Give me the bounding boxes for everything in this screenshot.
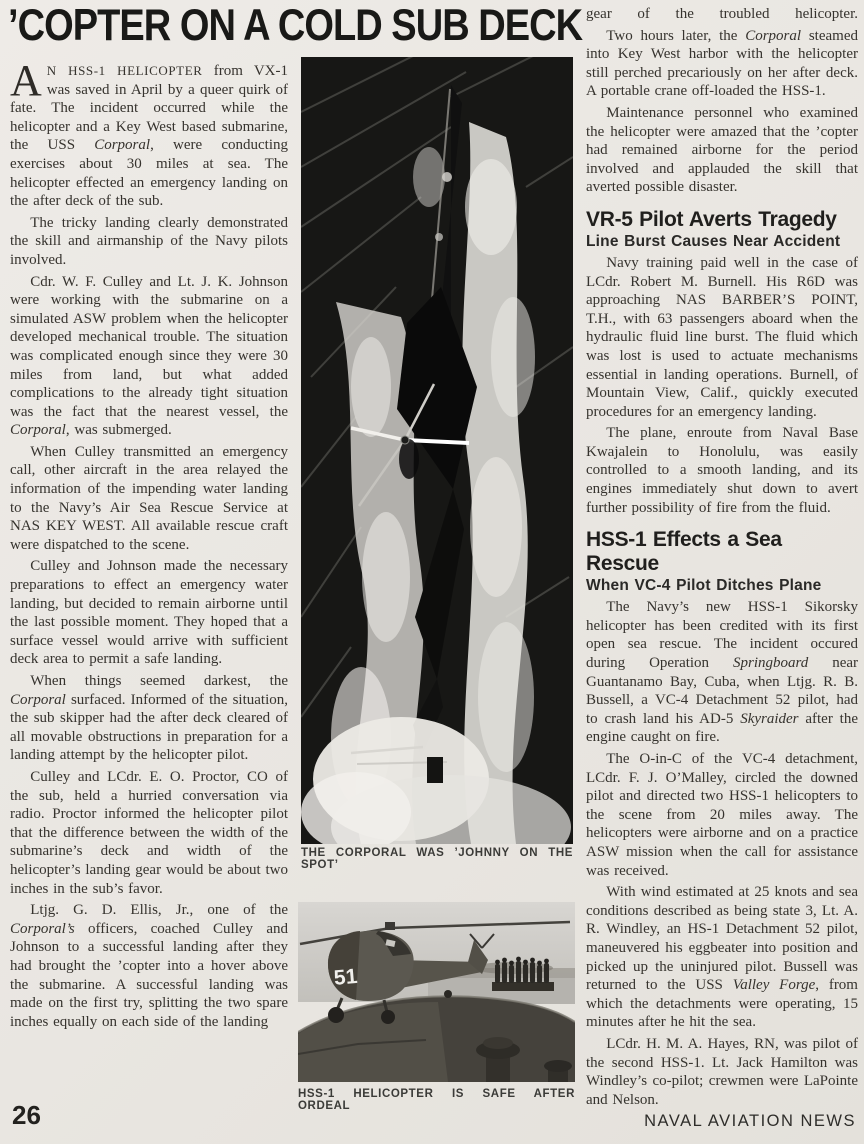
paragraph: LCdr. H. M. A. Hayes, RN, was pilot of the second HSS-1. Lt. Jack Hamilton was Windley’s co-pilot; crewmen were LaPointe and Nelson. bbox=[586, 1035, 858, 1108]
lead-text: from VX-1 was saved in April by a queer quirk of fate. The incident occurred while the helicopter and a Key West based submarine, the USS Corporal, were conducting exercises about 30 miles at sea. The helicopter effected an emergency landing on the after deck of the sub. bbox=[10, 63, 289, 210]
submarine-aerial-illustration bbox=[301, 57, 573, 844]
paragraph-continuation: gear of the troubled helicopter. bbox=[586, 6, 858, 22]
paragraph: Two hours later, the Corporal steamed into Key West harbor with the helicopter still perched precariously on her after deck. A portable crane off-loaded the HSS-1. bbox=[586, 27, 858, 100]
photo-submarine-aerial bbox=[301, 57, 573, 844]
lead-small-caps: N HSS-1 HELICOPTER bbox=[46, 63, 203, 78]
paragraph: The plane, enroute from Naval Base Kwajalein to Honolulu, was easily controlled to a smooth landing, and its engines immediately shut down to avert further possibility of fire from the fluid. bbox=[586, 425, 858, 516]
photo-helicopter-on-deck bbox=[298, 902, 575, 1082]
paragraph: The O-in-C of the VC-4 detachment, LCdr. F. J. O’Malley, circled the downed pilot and directed two HSS-1 helicopters to the scene from 20 miles away. The helicopters were airborne and on a practice ASW mission when the call for assistance was received. bbox=[586, 751, 858, 879]
paragraph: When Culley transmitted an emergency call, other aircraft in the area relayed the information of the impending water landing to the Navy’s Air Sea Rescue Service at NAS KEY WEST. All available rescue craft were dispatched to the scene. bbox=[10, 443, 288, 553]
helicopter-deck-illustration bbox=[298, 902, 575, 1082]
paragraph: The tricky landing clearly demonstrated the skill and airmanship of the Navy pilots involved. bbox=[10, 214, 288, 268]
section-subheading-vr5: Line Burst Causes Near Accident bbox=[586, 232, 841, 250]
paragraph: The Navy’s new HSS-1 Sikorsky helicopter has been credited with its first open sea rescue. The incident occured during Operation Springboard near Guantanamo Bay, Cuba, when Ltjg. R. B. Bussell, a VC-4 Detachment 52 pilot, had to crash land his AD-5 Skyraider after the engine caught on fire. bbox=[586, 599, 859, 746]
paragraph: Culley and LCdr. E. O. Proctor, CO of the sub, held a hurried conversation via radio. Proctor informed the helicopter pilot that the difference between the width of the submarine’s deck and width of the helicopter’s landing gear would be about two inches in the sub’s favor. bbox=[10, 768, 288, 897]
section-heading-vr5: VR-5 Pilot Averts Tragedy bbox=[586, 207, 837, 231]
paragraph: When things seemed darkest, the Corporal surfaced. Informed of the situation, the sub skipper had the after deck cleared of all movable obstructions in preparation for a landing attempt by the helicopter pilot. bbox=[10, 673, 288, 764]
photo-caption-helicopter: HSS-1 HELICOPTER IS SAFE AFTER ORDEAL bbox=[298, 1088, 575, 1112]
right-column bbox=[586, 5, 858, 1112]
paragraph: Ltjg. G. D. Ellis, Jr., one of the Corporal’s officers, coached Culley and Johnson to a successful landing after they had brought the ’copter into a hover above the submarine. A successful landing was made on the first try, splitting the two spare inches equally on each side of the landing bbox=[10, 902, 288, 1030]
magazine-name: NAVAL AVIATION NEWS bbox=[644, 1112, 856, 1130]
article-title: ’COPTER ON A COLD SUB DECK bbox=[8, 1, 583, 51]
drop-cap: A bbox=[10, 56, 42, 105]
paragraph: Navy training paid well in the case of LCdr. Robert M. Burnell. His R6D was approaching NAS BARBER’S POINT, T.H., with 63 passengers aboard when the hydraulic fluid line burst. The fluid which was lost is used to actuate mechanisms essential in landing operations. Burnell, of Mountain View, Calif., quickly executed procedures for an emergency landing. bbox=[586, 254, 858, 420]
paragraph: Culley and Johnson made the necessary preparations to effect an emergency water landing, but decided to remain airborne until the last possible moment. They hoped that a surface vessel would arrive with sufficient deck area to permit a safe landing. bbox=[10, 558, 288, 668]
section-heading-hss1: HSS-1 Effects a Sea Rescue bbox=[586, 528, 782, 576]
paragraph: Cdr. W. F. Culley and Lt. J. K. Johnson were working with the submarine on a simulated ASW problem when the helicopter developed mechanical trouble. The situation was complicated enough since they were 30 miles from land, but what added complications to the already tight situation was the fact that the nearest vessel, the Corporal, was submerged. bbox=[10, 273, 288, 439]
section-subheading-hss1: When VC-4 Pilot Ditches Plane bbox=[586, 577, 822, 595]
paragraph-lead bbox=[10, 56, 289, 211]
page-number: 26 bbox=[12, 1100, 41, 1130]
paragraph: With wind estimated at 25 knots and sea conditions described as being state 3, Lt. A. R. Windley, an HS-1 Detachment 52 pilot, maneuvered his eggbeater into position and picked up the uninjured pilot. Bussell was returned to the USS Valley Forge, from which the detachments were operating, 15 minutes after he hit the sea. bbox=[586, 884, 858, 1031]
helicopter-number: 51 bbox=[332, 964, 359, 990]
left-column bbox=[10, 56, 289, 1034]
paragraph: Maintenance personnel who examined the helicopter were amazed that the ’copter had remained airborne for the period involved and applauded the skill that averted possible disaster. bbox=[586, 104, 858, 196]
photo-caption-submarine: THE CORPORAL WAS ’JOHNNY ON THE SPOT’ bbox=[301, 847, 573, 871]
